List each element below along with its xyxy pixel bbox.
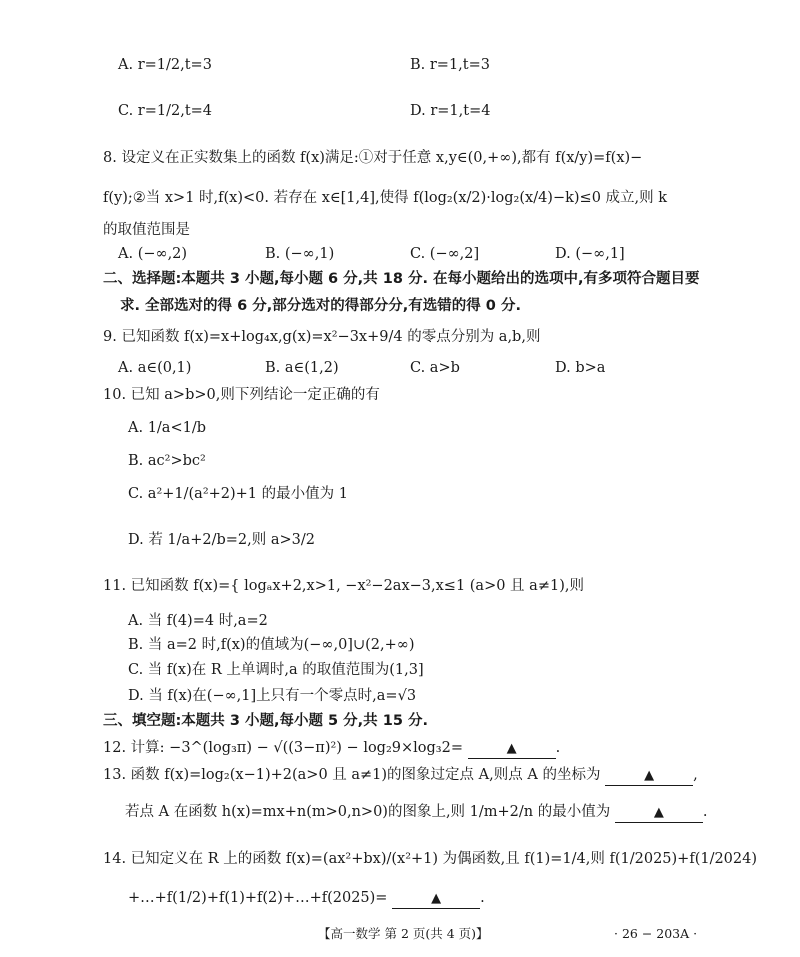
q10-stem: 10. 已知 a>b>0,则下列结论一定正确的有 — [103, 387, 380, 403]
q13-line2-end: . — [702, 804, 708, 820]
q14-answer-blank[interactable] — [392, 889, 480, 909]
q8-option-d: D. (−∞,1] — [555, 246, 625, 262]
triangle-marker-icon: ▲ — [653, 805, 664, 820]
q13-line1-end: , — [693, 767, 698, 783]
q11-option-d: D. 当 f(x)在(−∞,1]上只有一个零点时,a=√3 — [128, 688, 417, 704]
q7-option-d: D. r=1,t=4 — [410, 103, 491, 119]
q13-line1-text: 13. 函数 f(x)=log₂(x−1)+2(a>0 且 a≠1)的图象过定点 A,则点 A 的坐标为 — [103, 767, 601, 783]
page-footer-center: 【高一数学 第 2 页(共 4 页)】 — [318, 926, 489, 941]
page-footer-code: · 26 − 203A · — [614, 926, 698, 941]
q7-option-b: B. r=1,t=3 — [410, 57, 490, 73]
triangle-marker-icon: ▲ — [506, 741, 517, 756]
q12-stem-end: . — [555, 740, 561, 756]
q9-option-c: C. a>b — [410, 360, 460, 376]
triangle-marker-icon: ▲ — [644, 768, 655, 783]
q9-option-b: B. a∈(1,2) — [265, 360, 339, 376]
q14-stem-line2 — [128, 888, 485, 909]
section-2-heading-line2: 求. 全部选对的得 6 分,部分选对的得部分分,有选错的得 0 分. — [120, 298, 521, 314]
q11-stem: 11. 已知函数 f(x)={ logₐx+2,x>1, −x²−2ax−3,x≤1 (a>0 且 a≠1),则 — [103, 578, 584, 594]
section-2-heading-line1: 二、选择题:本题共 3 小题,每小题 6 分,共 18 分. 在每小题给出的选项中,有多项符合题目要 — [103, 271, 700, 287]
q8-option-c: C. (−∞,2] — [410, 246, 480, 262]
q12-answer-blank[interactable] — [468, 739, 556, 759]
q10-option-a: A. 1/a<1/b — [128, 420, 206, 436]
q11-option-b: B. 当 a=2 时,f(x)的值域为(−∞,0]∪(2,+∞) — [128, 637, 415, 653]
q12-stem — [103, 738, 560, 759]
q13-line2-text: 若点 A 在函数 h(x)=mx+n(m>0,n>0)的图象上,则 1/m+2/n 的最小值为 — [125, 804, 611, 820]
q8-stem-line1: 8. 设定义在正实数集上的函数 f(x)满足:①对于任意 x,y∈(0,+∞),都有 f(x/y)=f(x)− — [103, 150, 643, 166]
q11-option-c: C. 当 f(x)在 R 上单调时,a 的取值范围为(1,3] — [128, 662, 424, 678]
q8-option-b: B. (−∞,1) — [265, 246, 335, 262]
q13-stem-line1 — [103, 765, 698, 786]
q8-stem-line2: f(y);②当 x>1 时,f(x)<0. 若存在 x∈[1,4],使得 f(log₂(x/2)·log₂(x/4)−k)≤0 成立,则 k — [103, 190, 668, 206]
q14-line2-text: +…+f(1/2)+f(1)+f(2)+…+f(2025)= — [128, 890, 388, 906]
q11-option-a: A. 当 f(4)=4 时,a=2 — [128, 613, 268, 629]
triangle-marker-icon: ▲ — [431, 891, 442, 906]
q13-answer-blank-1[interactable] — [605, 766, 693, 786]
q12-stem-text: 12. 计算: −3^(log₃π) − √((3−π)²) − log₂9×log₃2= — [103, 740, 463, 756]
q14-stem-line1: 14. 已知定义在 R 上的函数 f(x)=(ax²+bx)/(x²+1) 为偶函数,且 f(1)=1/4,则 f(1/2025)+f(1/2024) — [103, 851, 758, 867]
q9-option-a: A. a∈(0,1) — [118, 360, 192, 376]
section-3-heading: 三、填空题:本题共 3 小题,每小题 5 分,共 15 分. — [103, 713, 428, 729]
q8-stem-line3: 的取值范围是 — [103, 222, 190, 238]
q7-option-a: A. r=1/2,t=3 — [118, 57, 212, 73]
q10-option-d: D. 若 1/a+2/b=2,则 a>3/2 — [128, 532, 315, 548]
q13-stem-line2 — [125, 802, 707, 823]
q9-stem: 9. 已知函数 f(x)=x+log₄x,g(x)=x²−3x+9/4 的零点分别为 a,b,则 — [103, 329, 541, 345]
q10-option-b: B. ac²>bc² — [128, 453, 206, 469]
q14-line2-end: . — [480, 890, 485, 906]
q7-option-c: C. r=1/2,t=4 — [118, 103, 213, 119]
q10-option-c: C. a²+1/(a²+2)+1 的最小值为 1 — [128, 486, 348, 502]
q13-answer-blank-2[interactable] — [615, 803, 703, 823]
q9-option-d: D. b>a — [555, 360, 606, 376]
q8-option-a: A. (−∞,2) — [118, 246, 188, 262]
